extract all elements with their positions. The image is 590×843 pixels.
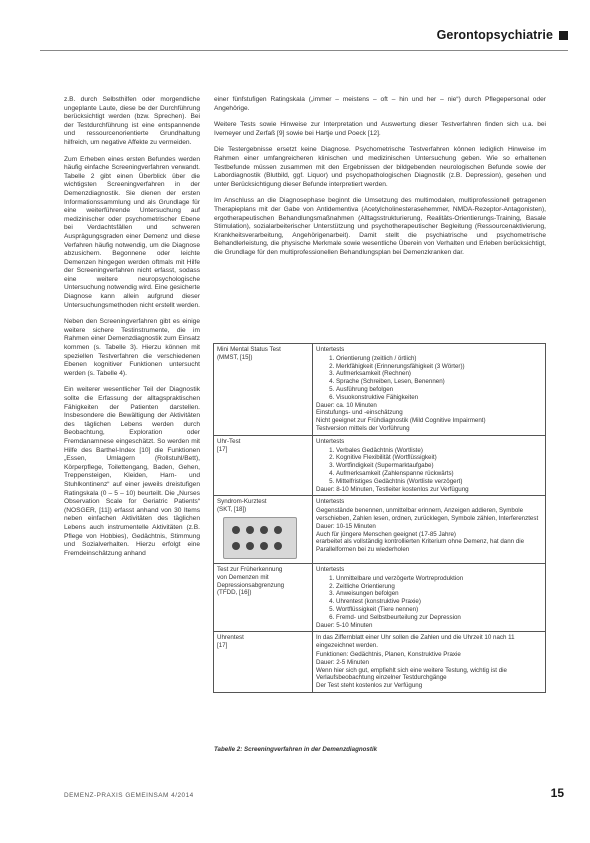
description-notes: Dauer: ca. 10 Minuten Einstufungs- und -einschätzung Nicht geeignet zur Frühdiagnostik (Mild Cognitive Impairment) Testversion mittels der Vorführung <box>316 401 486 432</box>
subtest-item: 2. Merkfähigkeit (Erinnerungsfähigkeit (3 Wörter)) <box>336 363 542 371</box>
page-number: 15 <box>550 786 564 800</box>
table-row <box>214 632 546 693</box>
subtest-list <box>316 575 542 622</box>
procedure-name-cell <box>214 563 313 631</box>
subtest-item: 2. Kognitive Flexibilität (Wortflüssigkeit) <box>336 454 542 462</box>
procedure-name-cell <box>214 632 313 693</box>
subtest-item: 4. Uhrentest (konstruktive Praxie) <box>336 598 542 606</box>
description-heading: Untertests <box>316 498 345 506</box>
subtest-item: 5. Ausführung befolgen <box>336 386 542 394</box>
description-notes: Gegenstände benennen, unmittelbar erinnern, Anzeigen addieren, Symbole verschieben, Zahlen lesen, ordnen, zurücklegen, Symbole zählen, Interferenztest Dauer: 10-15 Minuten Auch für jüngere Menschen geeignet (17-85 Jahre) erarbeitet als vollständig kontrollierten Kriterium ohne Demenz, hat dann die Parallelformen bei zu wiederholen <box>316 507 539 554</box>
subtest-item: 1. Orientierung (zeitlich / örtlich) <box>336 355 542 363</box>
body-paragraph: einer fünfstufigen Ratingskala („immer – meistens – oft – hin und her – nie“) durch Pflegepersonal oder Angehörige. <box>214 96 546 112</box>
description-heading: In das Ziffernblatt einer Uhr sollen die Zahlen und die Uhrzeit 10 nach 11 eingezeichnet werden. <box>316 634 515 650</box>
subtest-item: 4. Aufmerksamkeit (Zahlenspanne rückwärts) <box>336 470 542 478</box>
body-paragraph: Die Testergebnisse ersetzt keine Diagnose. Psychometrische Testverfahren können lediglich Hinweise im Rahmen einer umfangreicheren klinischen und medizinischen Untersuchung geben. Wie so erhaltenen Testbefunde müssen zusammen mit den Ergebnissen der bildgebenden neurologischen Befunde sowie der Labordiagnostik (Blutbild, ggf. Liquor) und psychopathologischen Diagnostik (z.B. Depression), gesehen und unter Berücksichtigung dieser Befunde interpretiert werden. <box>214 146 546 188</box>
procedure-description-cell <box>313 344 546 436</box>
subtest-list <box>316 355 542 402</box>
body-paragraph: Weitere Tests sowie Hinweise zur Interpretation und Auswertung dieser Testverfahren finden sich u.a. bei Ivemeyer und Zerfaß [9] sowie bei Hartje und Poeck [12]. <box>214 121 546 137</box>
description-heading: Untertests <box>316 437 345 445</box>
procedure-name-cell <box>214 435 313 496</box>
description-notes: Dauer: 8-10 Minuten, Testleiter kostenlos zur Verfügung <box>316 485 469 493</box>
section-title: Gerontopsychiatrie <box>436 28 553 42</box>
table-row <box>214 496 546 564</box>
subtest-item: 5. Wortflüssigkeit (Tiere nennen) <box>336 606 542 614</box>
square-icon <box>559 31 568 40</box>
procedure-description-cell <box>313 563 546 631</box>
table-caption: Tabelle 2: Screeningverfahren in der Demenzdiagnostik <box>214 746 378 753</box>
subtest-item: 1. Unmittelbare und verzögerte Wortreproduktion <box>336 575 542 583</box>
running-header <box>340 28 568 42</box>
procedure-name: Test zur Früherkennung von Demenzen mit Depressionsabgrenzung (TFDD, [16]) <box>217 565 285 597</box>
header-divider <box>40 50 568 51</box>
subtest-item: 4. Sprache (Schreiben, Lesen, Benennen) <box>336 378 542 386</box>
test-kit-image <box>223 517 297 559</box>
subtest-item: 6. Visuokonstruktive Fähigkeiten <box>336 394 542 402</box>
body-paragraph: Zum Erheben eines ersten Befundes werden häufig einfache Screeningverfahren verwandt. Tabelle 2 gibt einen Überblick über die wichtigsten Screeningverfahren in der Demenzdiagnostik. Sie dienen der ersten Informationssammlung und als Grundlage für eine weiterführende Untersuchung auf medizinischer oder psychometrischer Ebene bei Verdachtsfällen und schweren Ausprägungsgraden einer Demenz und diese Verfahren häufig notwendig, um die Diagnose abzusichern. Begonnene oder leichte Demenzen hingegen werden oftmals mit Hilfe der Screeningverfahren nicht erfasst, sodass eine weitere neuropsychologische Untersuchung notwendig wird. Eine gesicherte Diagnose kann allein aufgrund dieser Untersuchungsmethoden nicht erstellt werden. <box>64 155 200 309</box>
description-notes: Dauer: 5-10 Minuten <box>316 621 373 629</box>
body-paragraph: Ein weiterer wesentlicher Teil der Diagnostik sollte die Erfassung der alltagspraktischen Fähigkeiten der Patienten darstellen. Insbesondere die Bewältigung der Aktivitäten des täglichen Lebens werden durch Beobachtung, Exploration oder Fremdanamnese eingeschätzt. So werden mit Hilfe des Barthel-Index [10] die Funktionen „Essen, Umlagern (Rollstuhl/Bett), Körperpflege, Toilettengang, Baden, Gehen, Treppensteigen, Kleiden, Harn- und Stuhlkontinenz“ auf einer jeweils dreistufigen Ratingskala (0 – 5 – 10) beurteilt. Die „Nurses Observation Scale for Geriatric Patients“ (NOSGER, [11]) erfasst anhand von 30 Items neben einfachen Aktivitäten des täglichen Lebens auch instrumentelle Aktivitäten (z.B. Pflege von Hobbies), Gedächtnis, Stimmung und Sozialverhalten. Hierzu erfolgt eine Fremdeinschätzung anhand <box>64 386 200 557</box>
body-paragraph: Neben den Screeningverfahren gibt es einige weitere sichere Testinstrumente, die im Rahmen einer Demenzdiagnostik zum Einsatz kommen (s. Tabelle 3). Hierzu können mit speziellen Testverfahren die verschiedenen Ebenen kognitiver Funktionen untersucht werden (s. Tabelle 4). <box>64 318 200 377</box>
subtest-item: 3. Wortfindigkeit (Supermarktaufgabe) <box>336 462 542 470</box>
description-notes: Funktionen: Gedächtnis, Planen, Konstruktive Praxie Dauer: 2-5 Minuten Wenn hier sich gut, empfiehlt sich eine weitere Testung, wichtig ist die Verlaufsbeobachtung einzelner Testdurchgänge Der Test steht kostenlos zur Verfügung <box>316 650 507 690</box>
table-row <box>214 435 546 496</box>
body-paragraph: z.B. durch Selbsthilfen oder morgendliche ungeplante Laute, diese be der Durchführung berücksichtigt werden (bzw. Sprechen). Bei der Testdurchführung ist eine entspannende und ressourcenorientierte Grundhaltung hilfreich, um negative Affekte zu vermeiden. <box>64 96 200 146</box>
procedure-name: Mini Mental Status Test (MMST, [15]) <box>217 346 281 361</box>
procedure-name-cell <box>214 344 313 436</box>
table-row <box>214 344 546 436</box>
subtest-item: 2. Zeitliche Orientierung <box>336 583 542 591</box>
right-column <box>214 96 546 266</box>
procedure-description-cell <box>313 435 546 496</box>
subtest-item: 3. Anweisungen befolgen <box>336 590 542 598</box>
description-heading: Untertests <box>316 346 345 353</box>
procedure-name: Syndrom-Kurztest (SKT, [18]) <box>217 498 267 514</box>
journal-footer: DEMENZ-PRAXIS GEMEINSAM 4/2014 <box>64 792 194 799</box>
subtest-item: 5. Mittelfristiges Gedächtnis (Wortliste verzögert) <box>336 478 542 486</box>
subtest-list <box>316 447 542 486</box>
subtest-item: 3. Aufmerksamkeit (Rechnen) <box>336 370 542 378</box>
table-row <box>214 563 546 631</box>
procedure-name-cell <box>214 496 313 564</box>
subtest-item: 1. Verbales Gedächtnis (Wortliste) <box>336 447 542 455</box>
description-heading: Untertests <box>316 565 345 573</box>
procedure-description-cell <box>313 632 546 693</box>
left-column <box>64 96 200 566</box>
procedure-name: Uhrentest [17] <box>217 634 244 650</box>
body-paragraph: Im Anschluss an die Diagnosephase beginnt die Umsetzung des multimodalen, multiprofessionell getragenen Therapieplans mit der Gabe von Antidementiva (Acetylcholinesterasehemmer, NMDA-Rezeptor-Antagonisten), ergotherapeutischen Behandlungsmaßnahmen (Alltagsstrukturierung, Realitäts-Orientierungs-Training, Basale Stimulation), sozialarbeiterischer Unterstützung und psychotherapeutischer Begleitung (Ressourcenaktivierung, Krankheitsverarbeitung, Angehörigenarbeit). Damit stellt die psychiatrische und psychometrische Behandlerleistung, die physische Merkmale sowie wesentliche Überein von Verhalten und Erleben berücksichtigt, die Grundlage für den multiprofessionellen Behandlungsplan bei Demenzkranken dar. <box>214 197 546 256</box>
procedure-name: Uhr-Test [17] <box>217 437 241 453</box>
procedure-description-cell <box>313 496 546 564</box>
screening-table <box>213 343 546 693</box>
subtest-item: 6. Fremd- und Selbstbeurteilung zur Depression <box>336 614 542 622</box>
